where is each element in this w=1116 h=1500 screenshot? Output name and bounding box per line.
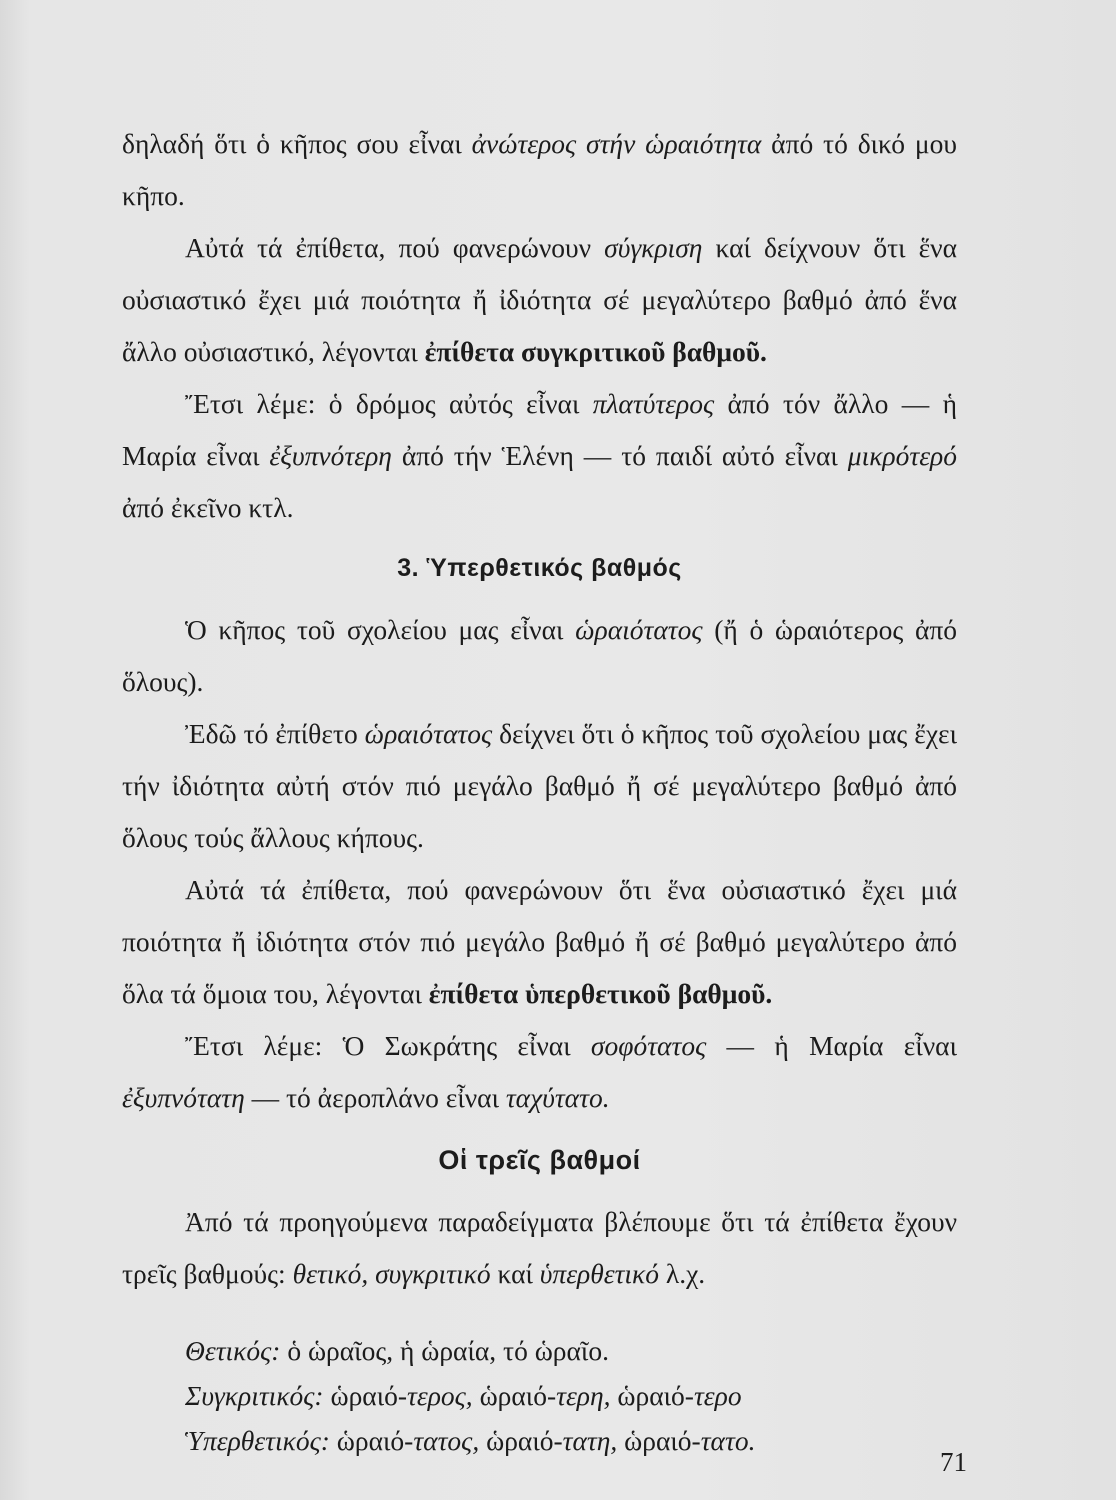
suffix: τατος, — [413, 1425, 480, 1456]
bold-term: ἐπίθετα συγκριτικοῦ βαθμοῦ — [424, 336, 761, 367]
paragraph-1 — [122, 118, 957, 222]
degree-label: Θετικός: — [185, 1335, 281, 1366]
text-run: ὡραιό- — [617, 1425, 701, 1456]
suffix: τερο — [693, 1380, 742, 1411]
text-run: καί δείχνουν ὅτι ἕνα οὐσιαστικό ἔχει μιά ποιότητα ἤ ἰδιότητα σέ μεγαλύτερο βαθμό ἀπό ἕνα ἄλλο οὐσιαστικό, λέγονται — [122, 232, 957, 367]
italic-run: σύγκριση — [604, 232, 703, 263]
section-heading-three-degrees: Οἱ τρεῖς βαθμοί — [438, 1145, 641, 1175]
suffix: τατο. — [700, 1425, 756, 1456]
paragraph-2 — [122, 222, 957, 378]
italic-run: ἐξυπνότατη — [122, 1082, 245, 1113]
text-run: ὡραιό- — [323, 1380, 408, 1411]
text-run: ἀπό τόν ἄλλο — ἡ Μαρία εἶναι — [122, 388, 958, 471]
comparative-degree-row — [185, 1373, 957, 1418]
bold-term: ἐπίθετα ὑπερθετικοῦ βαθμοῦ — [428, 978, 766, 1009]
text-run: Ὁ κῆπος τοῦ σχολείου μας εἶναι — [185, 614, 576, 645]
text-run: ἀπό τό δικό μου κῆπο. — [122, 128, 958, 211]
text-run: . — [760, 336, 767, 367]
text-run: ἀπό ἐκεῖνο κτλ. — [122, 492, 294, 523]
superlative-degree-row — [185, 1418, 957, 1463]
text-run: . — [765, 978, 773, 1009]
page-body — [122, 118, 957, 1463]
italic-run: ὡραιότατος — [364, 718, 493, 749]
text-run: ὡραιό- — [472, 1380, 557, 1411]
italic-run: μικρότερό — [847, 440, 957, 471]
text-run: Ἀπό τά προηγούμενα παραδείγματα βλέπουμε ὅτι τά ἐπίθετα ἔχουν τρεῖς βαθμούς: — [122, 1206, 957, 1289]
text-run: καί — [490, 1258, 540, 1289]
italic-run: ὡραιότατος — [575, 614, 703, 645]
suffix: τερη, — [556, 1380, 611, 1411]
italic-run: σοφότατος — [590, 1030, 707, 1061]
paragraph-6 — [122, 864, 957, 1020]
text-run: λ.χ. — [659, 1258, 706, 1289]
italic-run: ἐξυπνότερη — [269, 440, 392, 471]
section-heading-superlative: 3. Ὑπερθετικός βαθμός — [397, 554, 682, 582]
positive-degree-row — [185, 1328, 957, 1373]
text-run: δηλαδή ὅτι ὁ κῆπος σου εἶναι — [122, 128, 472, 159]
text-run: ὁ ὡραῖος, ἡ ὡραία, τό ὡραῖο. — [280, 1335, 609, 1366]
suffix: τερος, — [407, 1380, 473, 1411]
text-run: Αὐτά τά ἐπίθετα, πού φανερώνουν ὅτι ἕνα οὐσιαστικό ἔχει μιά ποιότητα ἤ ἰδιότητα στόν πιό μεγάλο βαθμό ἤ σέ βαθμό μεγαλύτερο ἀπό ὅλα τά ὅμοια του, λέγονται — [122, 874, 957, 1009]
text-run: ἀπό τήν Ἑλένη — τό παιδί αὐτό εἶναι — [391, 440, 848, 471]
italic-run: ἀνώτερος στήν ὡραιότητα — [471, 128, 762, 159]
italic-run: ὑπερθετικό — [539, 1258, 660, 1289]
italic-run: ταχύτατο. — [505, 1082, 610, 1113]
text-run: δείχνει ὅτι ὁ κῆπος τοῦ σχολείου μας ἔχει τήν ἰδιότητα αὐτή στόν πιό μεγάλο βαθμό ἤ σέ μεγαλύτερο βαθμό ἀπό ὅλους τούς ἄλλους κήπους. — [122, 718, 957, 853]
page-number: 71 — [940, 1447, 967, 1477]
paragraph-3 — [122, 378, 957, 534]
paragraph-4 — [122, 604, 957, 708]
text-run: ὡραιό- — [329, 1425, 414, 1456]
suffix: τατη, — [562, 1425, 618, 1456]
text-run: — ἡ Μαρία εἶναι — [706, 1030, 957, 1061]
degree-label: Συγκριτικός: — [185, 1380, 324, 1411]
paragraph-7 — [122, 1020, 957, 1124]
text-run: ὡραιό- — [479, 1425, 563, 1456]
degree-forms-list — [185, 1328, 957, 1463]
paragraph-5 — [122, 708, 957, 864]
text-run: Ἔτσι λέμε: Ὁ Σωκράτης εἶναι — [185, 1030, 591, 1061]
text-run: (ἤ ὁ ὡραιότερος ἀπό ὅλους). — [122, 614, 957, 697]
text-run: — τό ἀεροπλάνο εἶναι — [244, 1082, 506, 1113]
text-run: ὡραιό- — [610, 1380, 694, 1411]
italic-run: πλατύτερος — [592, 388, 715, 419]
paragraph-8 — [122, 1196, 957, 1300]
text-run: Ἐδῶ τό ἐπίθετο — [185, 718, 365, 749]
degree-label: Ὑπερθετικός: — [185, 1425, 330, 1456]
text-run: Αὐτά τά ἐπίθετα, πού φανερώνουν — [185, 232, 605, 263]
italic-run: θετικό, συγκριτικό — [292, 1258, 491, 1289]
text-run: Ἔτσι λέμε: ὁ δρόμος αὐτός εἶναι — [185, 388, 593, 419]
